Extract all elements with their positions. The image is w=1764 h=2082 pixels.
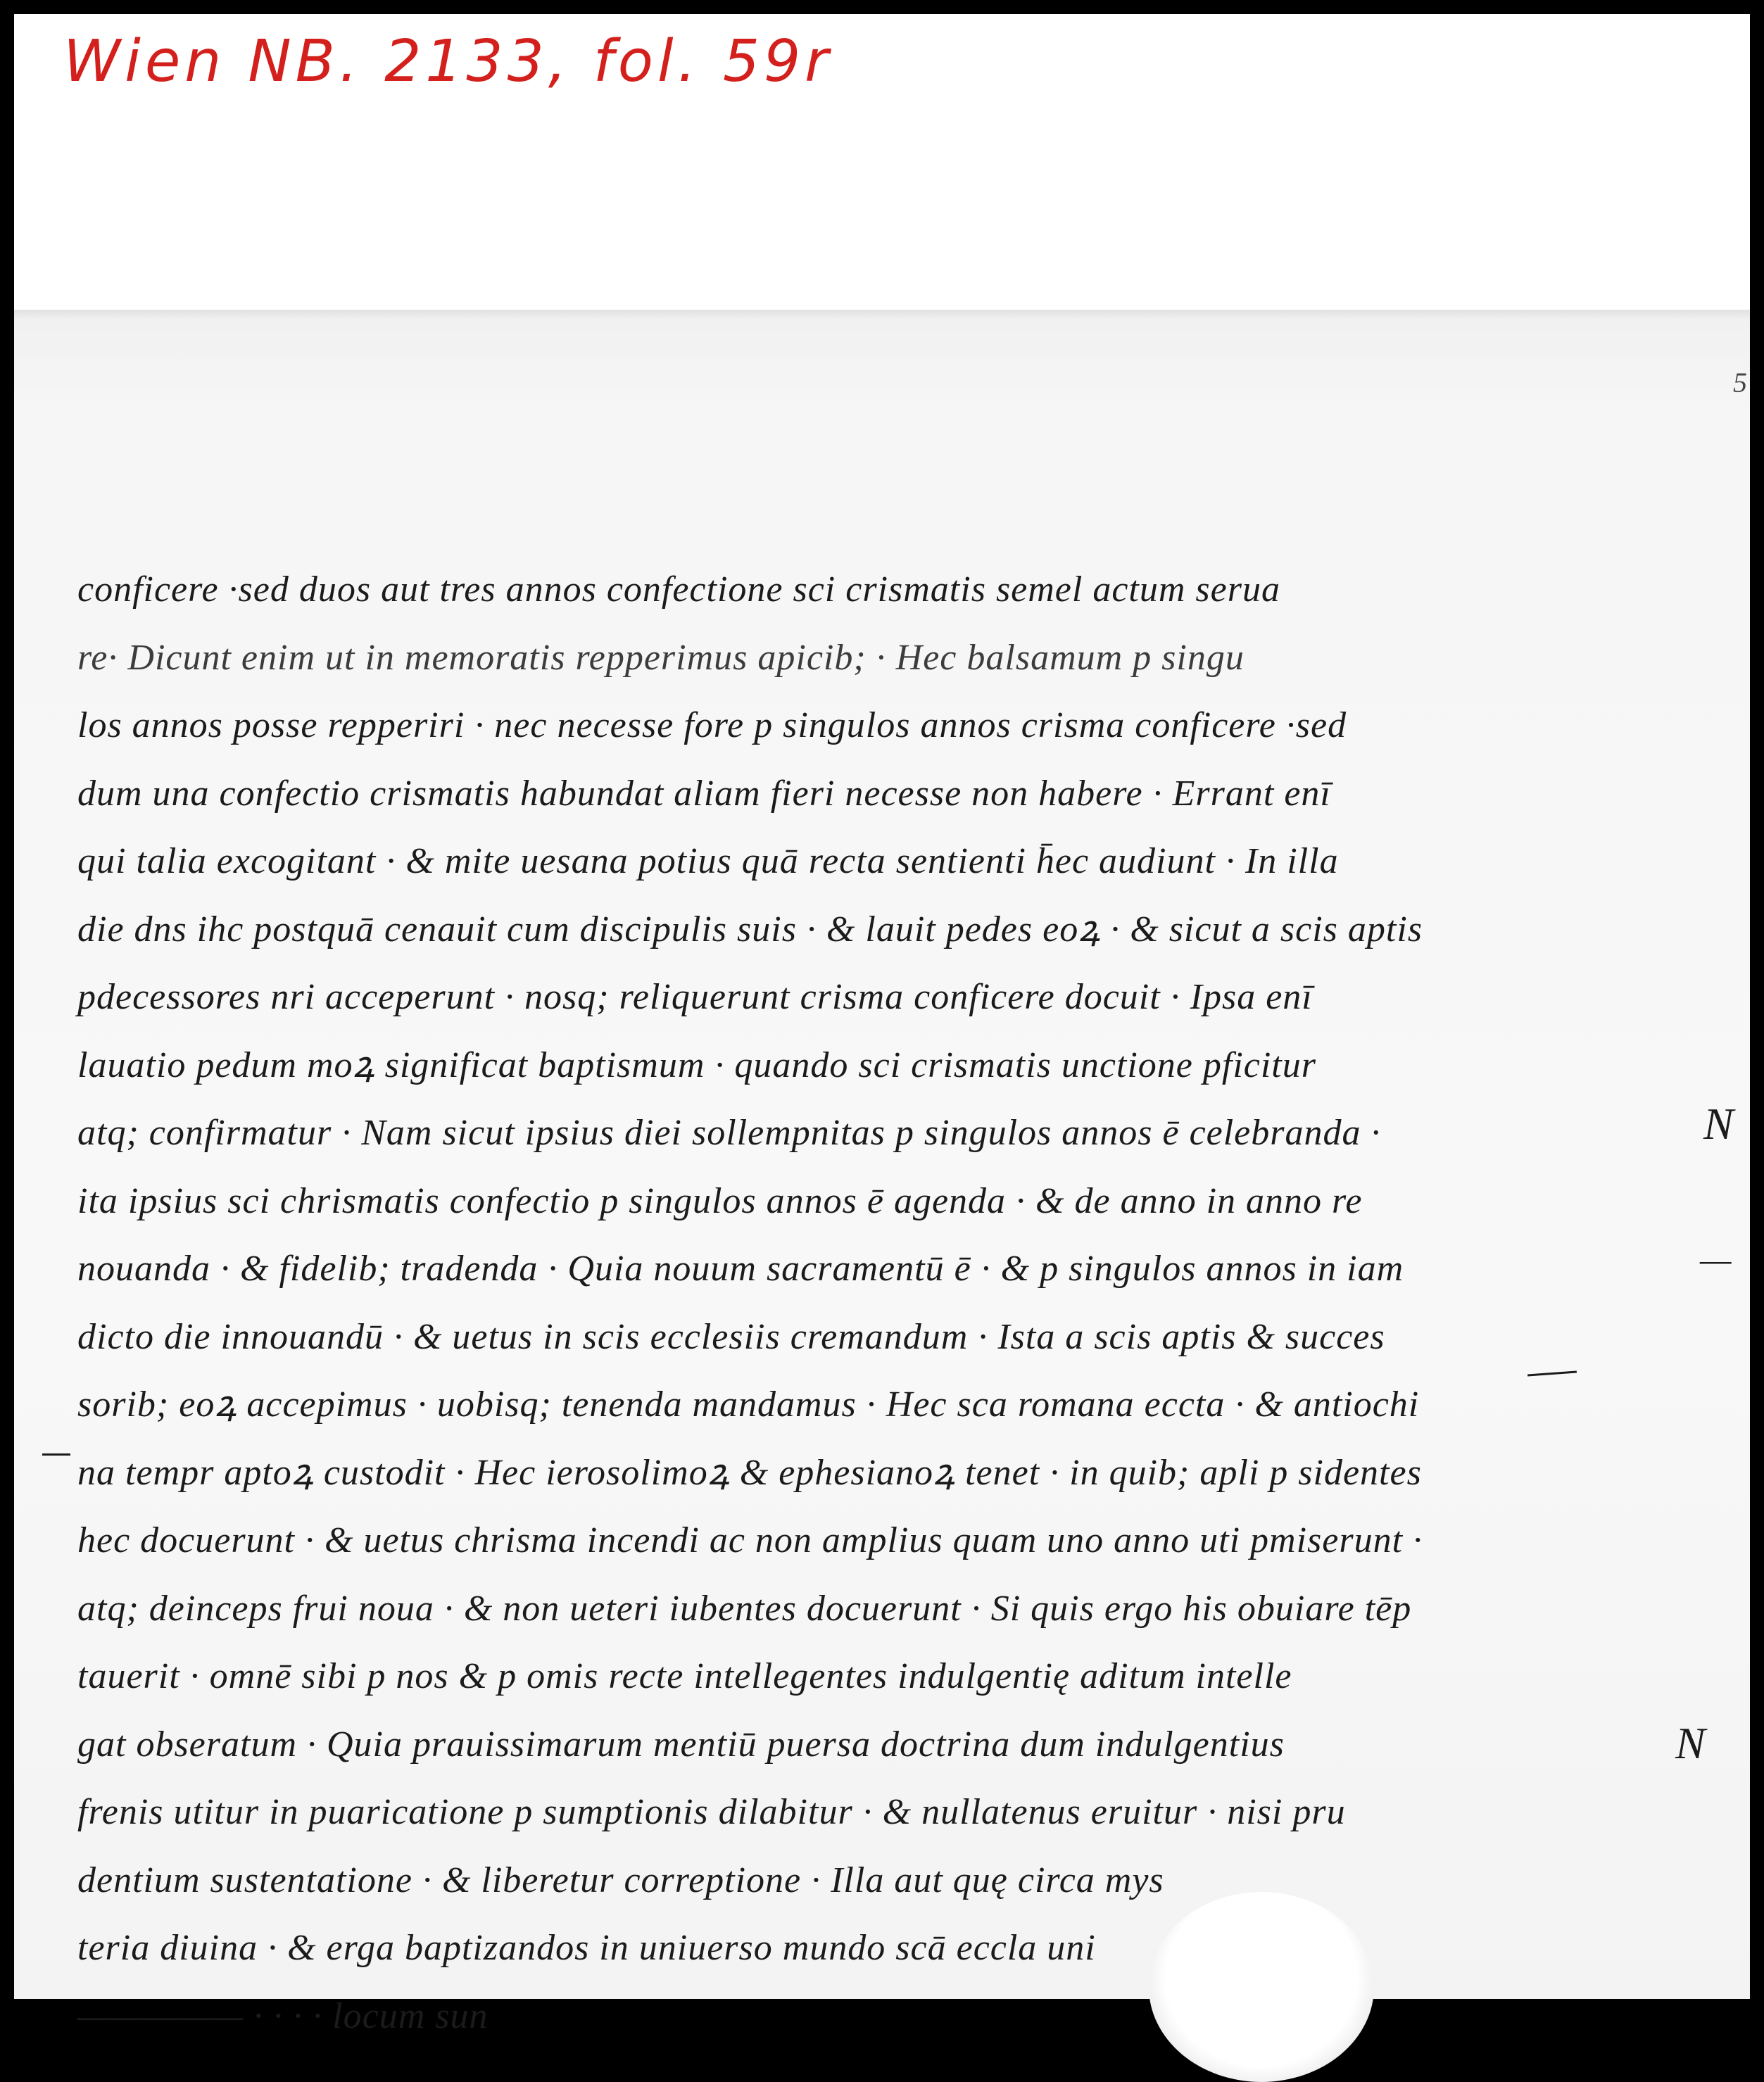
manuscript-line: atq; deinceps frui noua · & non ueteri iubentes docuerunt · Si quis ergo his obuiare tēp bbox=[77, 1588, 1412, 1629]
manuscript-line: re· Dicunt enim ut in memoratis repperimus apicib; · Hec balsamum p singu bbox=[77, 637, 1245, 678]
manuscript-line: lauatio pedum moꝝ significat baptismum · quando sci crismatis unctione pficitur bbox=[77, 1045, 1316, 1085]
manuscript-text bbox=[77, 556, 1626, 2050]
manuscript-line: die dns ihc postquā cenauit cum discipulis suis · & lauit pedes eoꝝ · & sicut a scis aptis bbox=[77, 909, 1423, 949]
manuscript-line: sorib; eoꝝ accepimus · uobisq; tenenda mandamus · Hec sca romana eccta · & antiochi bbox=[77, 1384, 1420, 1425]
line-start-stroke bbox=[42, 1453, 70, 1456]
margin-nota-mark: N bbox=[1703, 1099, 1734, 1149]
manuscript-line: dum una confectio crismatis habundat aliam fieri necesse non habere · Errant enī bbox=[77, 773, 1331, 814]
manuscript-line: teria diuina · & erga baptizandos in uniuerso mundo scā eccla uni bbox=[77, 1928, 1096, 1968]
scan-edge bbox=[14, 310, 1750, 320]
manuscript-line: nouanda · & fidelib; tradenda · Quia nouum sacramentū ē · & p singulos annos in iam bbox=[77, 1249, 1404, 1289]
manuscript-line: frenis utitur in puaricatione p sumptionis dilabitur · & nullatenus eruitur · nisi pru bbox=[77, 1792, 1346, 1832]
manuscript-line: dentium sustentatione · & liberetur correptione · Illa aut quę circa mys bbox=[77, 1860, 1164, 1900]
manuscript-line: hec docuerunt · & uetus chrisma incendi ac non amplius quam uno anno uti pmiserunt · bbox=[77, 1520, 1423, 1560]
page-frame bbox=[14, 14, 1750, 2036]
manuscript-line: los annos posse repperiri · nec necesse fore p singulos annos crisma conficere ·sed bbox=[77, 705, 1347, 745]
folio-number: 5 bbox=[1733, 367, 1747, 398]
manuscript-scan bbox=[14, 310, 1750, 2036]
manuscript-line: qui talia excogitant · & mite uesana potius quā recta sentienti h̄ec audiunt · In illa bbox=[77, 841, 1339, 881]
margin-dash-mark: — bbox=[1700, 1239, 1732, 1279]
manuscript-line: dicto die innouandū · & uetus in scis ecclesiis cremandum · Ista a scis aptis & succes bbox=[77, 1316, 1385, 1357]
manuscript-line: atq; confirmatur · Nam sicut ipsius diei sollempnitas p singulos annos ē celebranda · bbox=[77, 1113, 1381, 1153]
margin-nota-mark: N bbox=[1675, 1718, 1706, 1768]
manuscript-line: conficere ·sed duos aut tres annos confectione sci crismatis semel actum serua bbox=[77, 569, 1280, 610]
label-area bbox=[14, 14, 1750, 310]
manuscript-line: pdecessores nri acceperunt · nosq; reliquerunt crisma conficere docuit · Ipsa enī bbox=[77, 977, 1313, 1017]
manuscript-line: gat obseratum · Quia prauissimarum mentiū puersa doctrina dum indulgentius bbox=[77, 1724, 1285, 1765]
shelfmark-annotation: Wien NB. 2133, fol. 59r bbox=[63, 28, 833, 95]
manuscript-line: ————— · · · · locum sun bbox=[77, 1995, 489, 2036]
parchment-hole bbox=[1149, 1892, 1374, 2082]
manuscript-line: ita ipsius sci chrismatis confectio p singulos annos ē agenda · & de anno in anno re bbox=[77, 1180, 1363, 1221]
manuscript-line: na tempr aptoꝝ custodit · Hec ierosolimoꝝ & ephesianoꝝ tenet · in quib; apli p sidentes bbox=[77, 1452, 1422, 1493]
manuscript-line: tauerit · omnē sibi p nos & p omis recte intellegentes indulgentię aditum intelle bbox=[77, 1656, 1292, 1696]
